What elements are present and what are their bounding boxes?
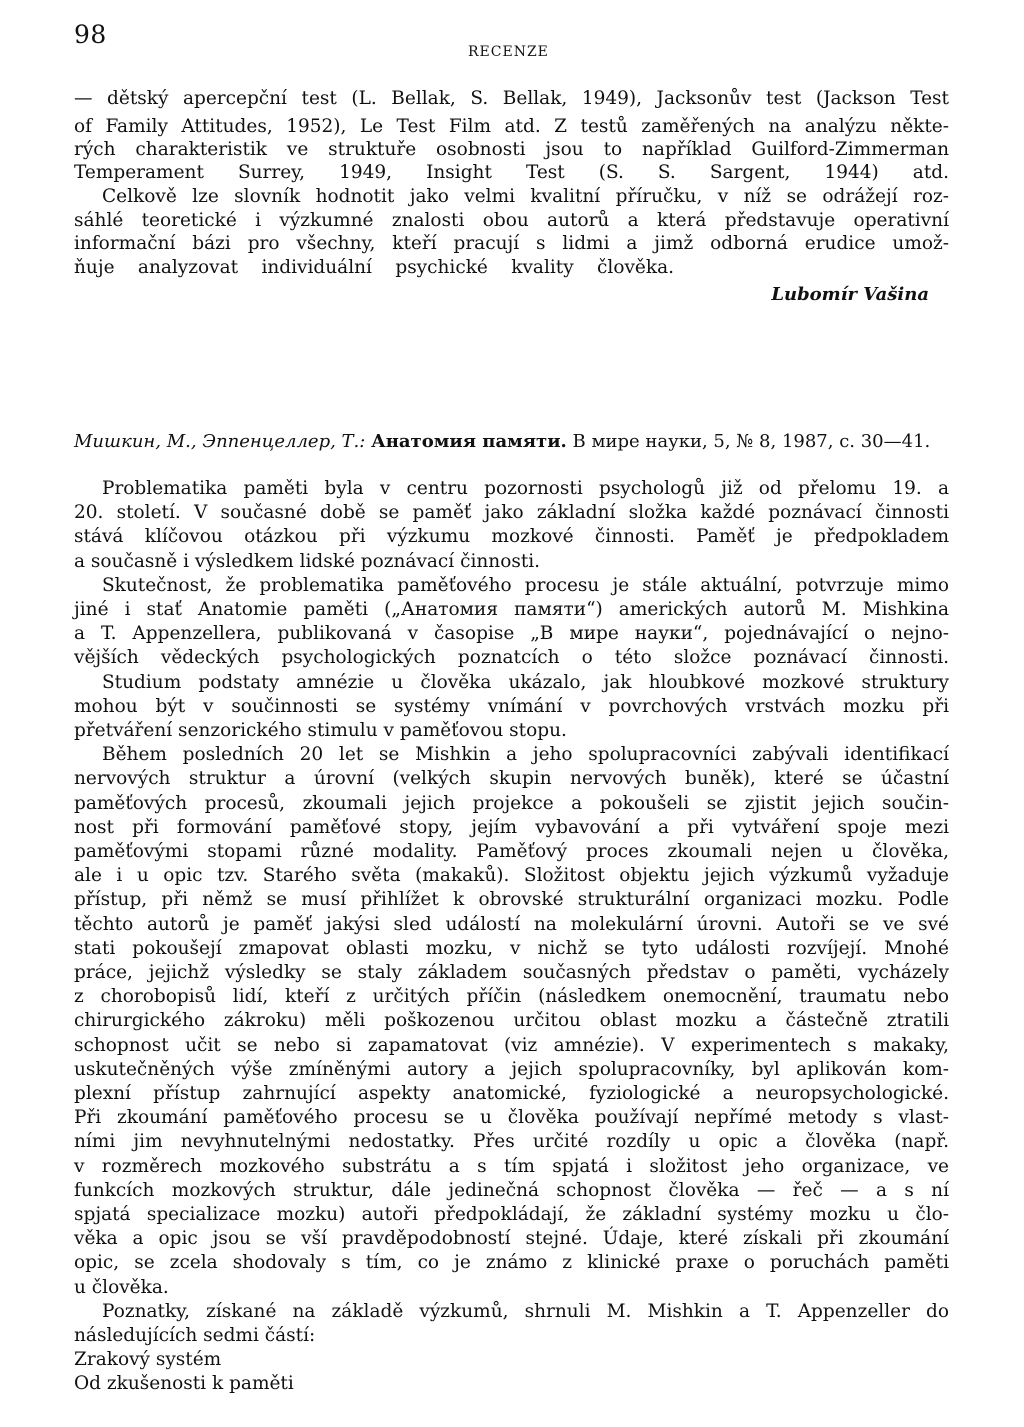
- running-head: RECENZE: [468, 44, 549, 60]
- citation-source: В мире науки, 5, № 8, 1987, с. 30—41.: [572, 431, 931, 452]
- citation-authors: Мишкин, М., Эппенцеллер, Т.:: [74, 431, 366, 452]
- text-line: spjatá specializace mozku) autoři předpokládají, že základní systémy mozku u člo-: [74, 1204, 949, 1225]
- text-line: Poznatky, získané na základě výzkumů, shrnuli M. Mishkin a T. Appenzeller do: [102, 1301, 949, 1322]
- text-line: Problematika paměti byla v centru pozornosti psychologů již od přelomu 19. a: [102, 478, 949, 499]
- text-line: vějších vědeckých psychologických poznatcích o této složce poznávací činnosti.: [74, 647, 949, 668]
- text-line: v rozměrech mozkového substrátu a s tím spjatá i složitost jeho organizace, ve: [74, 1156, 949, 1177]
- review1-signature: Lubomír Vašina: [771, 284, 929, 305]
- text-line: nervových struktur a úrovní (velkých skupin nervových buněk), které se účastní: [74, 768, 949, 789]
- text-line: těchto autorů je paměť jakýsi sled událostí na molekulární úrovni. Autoři se ve své: [74, 914, 949, 935]
- text-line: of Family Attitudes, 1952), Le Test Film atd. Z testů zaměřených na analýzu někte-: [74, 116, 949, 137]
- text-line: uskutečněných výše zmíněnými autory a jejich spolupracovníky, byl aplikován kom-: [74, 1059, 949, 1080]
- text-line: nost při formování paměťové stopy, jejím vybavování a při vytváření spoje mezi: [74, 817, 949, 838]
- text-line: paměťových procesů, zkoumali jejich projekce a pokoušeli se zjistit jejich součin-: [74, 793, 949, 814]
- text-line: stati pokoušejí zmapovat oblasti mozku, v nichž se tyto události rozvíjejí. Mnohé: [74, 938, 949, 959]
- text-line: věka a opic jsou se vší pravděpodobností stejné. Údaje, které získali při zkoumání: [74, 1228, 949, 1249]
- text-line: rých charakteristik ve struktuře osobnosti jsou to například Guilford-Zimmerman: [74, 139, 949, 160]
- text-line: ňuje analyzovat individuální psychické kvality člověka.: [74, 257, 674, 278]
- text-line: z chorobopisů lidí, kteří z určitých příčin (následkem onemocnění, traumatu nebo: [74, 986, 949, 1007]
- text-line: přístup, při němž se musí přihlížet k obrovské strukturální organizaci mozku. Podle: [74, 889, 949, 910]
- text-line: stává klíčovou otázkou při výzkumu mozkové činnosti. Paměť je předpokladem: [74, 526, 949, 547]
- text-line: ními jim nevyhnutelnými nedostatky. Přes určité rozdíly u opic a člověka (např.: [74, 1131, 949, 1152]
- text-line: mohou být v součinnosti se systémy vnímání v povrchových vrstvách mozku při: [74, 696, 949, 717]
- text-line: opic, se zcela shodovaly s tím, co je známo z klinické praxe o poruchách paměti: [74, 1252, 949, 1273]
- text-line: sáhlé teoretické i výzkumné znalosti obou autorů a která představuje operativní: [74, 210, 949, 231]
- text-line: funkcích mozkových struktur, dále jedinečná schopnost člověka — řeč — a s ní: [74, 1180, 949, 1201]
- text-line: Od zkušenosti k paměti: [74, 1373, 294, 1394]
- text-line: přetváření senzorického stimulu v paměťovou stopu.: [74, 720, 567, 741]
- citation-title: Анатомия памяти.: [371, 431, 567, 452]
- text-line: u člověka.: [74, 1277, 169, 1298]
- text-line: informační bázi pro všechny, kteří pracují s lidmi a jimž odborná erudice umož-: [74, 233, 949, 254]
- text-line: Při zkoumání paměťového procesu se u člověka používají nepřímé metody s vlast-: [74, 1107, 949, 1128]
- text-line: jiné i stať Anatomie paměti („Анатомия памяти“) amerických autorů M. Mishkina: [74, 599, 949, 620]
- text-line: následujících sedmi částí:: [74, 1325, 316, 1346]
- text-line: Skutečnost, že problematika paměťového procesu je stále aktuální, potvrzuje mimo: [102, 575, 949, 596]
- text-line: Zrakový systém: [74, 1349, 222, 1370]
- text-line: Studium podstaty amnézie u člověka ukázalo, jak hloubkové mozkové struktury: [102, 672, 949, 693]
- text-line: ale i u opic tzv. Starého světa (makaků). Složitost objektu jejich výzkumů vyžaduje: [74, 865, 949, 886]
- text-line: práce, jejichž výsledky se staly základem současných představ o paměti, vycházely: [74, 962, 949, 983]
- text-line: chirurgického zákroku) měli poškozenou určitou oblast mozku a částečně ztratili: [74, 1010, 949, 1031]
- text-line: paměťovými stopami různé modality. Paměťový proces zkoumali nejen u člověka,: [74, 841, 949, 862]
- text-line: a T. Appenzellera, publikovaná v časopise „В мире науки“, pojednávající o nejno-: [74, 623, 949, 644]
- text-line: Během posledních 20 let se Mishkin a jeho spolupracovníci zabývali identifikací: [102, 744, 949, 765]
- text-line: 20. století. V současné době se paměť jako základní složka každé poznávací činnosti: [74, 502, 949, 523]
- text-line: Temperament Surrey, 1949, Insight Test (S. S. Sargent, 1944) atd.: [74, 162, 949, 183]
- text-line: — dětský apercepční test (L. Bellak, S. Bellak, 1949), Jacksonův test (Jackson Test: [74, 88, 949, 109]
- text-line: Celkově lze slovník hodnotit jako velmi kvalitní příručku, v níž se odrážejí roz-: [102, 186, 949, 207]
- text-line: a současně i výsledkem lidské poznávací činnosti.: [74, 551, 541, 572]
- page-number: 98: [74, 20, 107, 49]
- review2-citation: [74, 431, 930, 452]
- text-line: plexní přístup zahrnující aspekty anatomické, fyziologické a neuropsychologické.: [74, 1083, 949, 1104]
- text-line: schopnost učit se nebo si zapamatovat (viz amnézie). V experimentech s makaky,: [74, 1035, 949, 1056]
